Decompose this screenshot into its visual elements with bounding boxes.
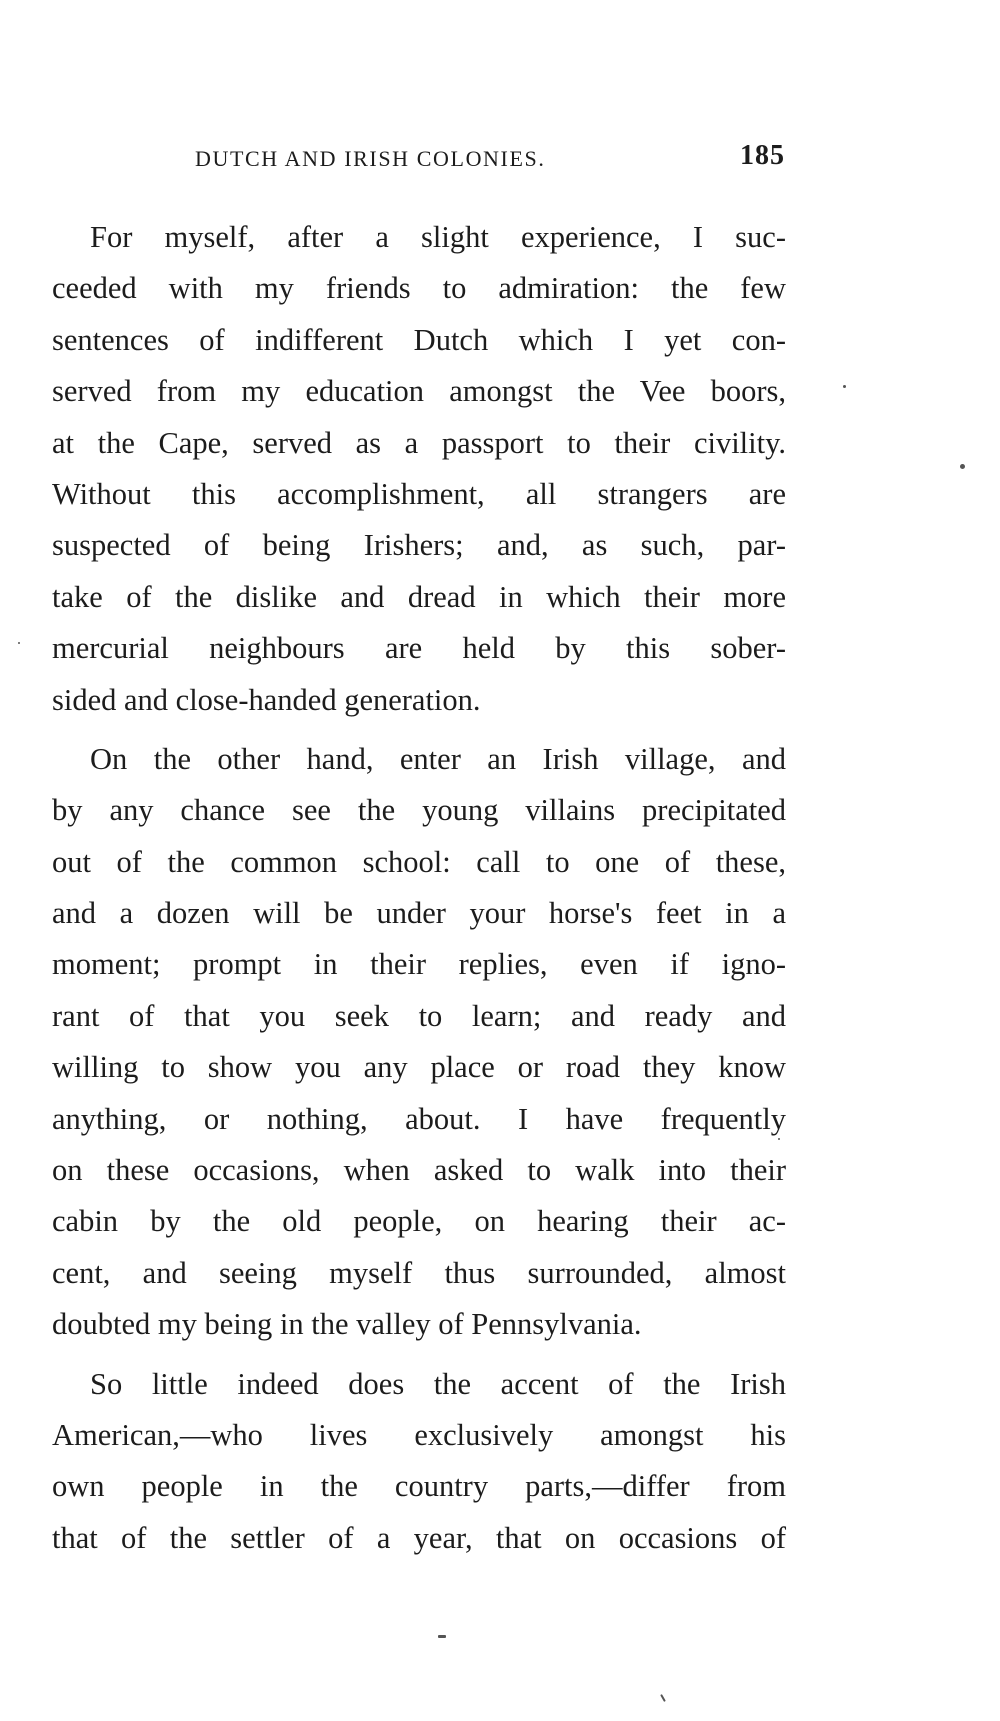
text-line: For myself, after a slight experience, I suc- xyxy=(90,220,786,254)
ink-speck xyxy=(660,1694,666,1702)
paragraph-gap xyxy=(52,1351,786,1359)
text-line: take of the dislike and dread in which their more xyxy=(52,579,786,614)
text-line: rant of that you seek to learn; and ready and xyxy=(52,998,786,1033)
body-text xyxy=(52,212,786,1564)
text-line: moment; prompt in their replies, even if igno- xyxy=(52,947,786,982)
text-line: by any chance see the young villains precipitated xyxy=(52,793,786,828)
running-head xyxy=(195,140,785,176)
ink-speck xyxy=(778,1138,780,1140)
ink-speck xyxy=(843,385,846,388)
text-line: and a dozen will be under your horse's feet in a xyxy=(52,896,786,931)
text-line: ceeded with my friends to admiration: the few xyxy=(52,271,786,306)
text-line: cent, and seeing myself thus surrounded, almost xyxy=(52,1255,786,1290)
text-line: on these occasions, when asked to walk into their xyxy=(52,1153,786,1188)
text-line: that of the settler of a year, that on occasions of xyxy=(52,1520,786,1555)
text-line: out of the common school: call to one of these, xyxy=(52,844,786,879)
text-line: American,—who lives exclusively amongst his xyxy=(52,1417,786,1452)
text-line: cabin by the old people, on hearing their ac- xyxy=(52,1204,786,1239)
paragraph-gap xyxy=(52,726,786,734)
text-line: So little indeed does the accent of the Irish xyxy=(90,1366,786,1401)
running-title: DUTCH AND IRISH COLONIES. xyxy=(195,146,546,171)
text-line: at the Cape, served as a passport to their civility. xyxy=(52,425,786,460)
text-line: suspected of being Irishers; and, as such, par- xyxy=(52,528,786,563)
text-line: sided and close-handed generation. xyxy=(52,682,481,717)
ink-speck xyxy=(960,464,965,469)
text-line: served from my education amongst the Vee boors, xyxy=(52,374,786,409)
text-line: On the other hand, enter an Irish village, and xyxy=(90,741,786,776)
ink-speck xyxy=(18,642,20,644)
paragraph-1 xyxy=(52,212,786,726)
text-line: sentences of indifferent Dutch which I yet con- xyxy=(52,322,786,357)
text-line: anything, or nothing, about. I have frequently xyxy=(52,1101,786,1136)
page-number: 185 xyxy=(740,140,785,171)
text-line: willing to show you any place or road they know xyxy=(52,1050,786,1085)
text-line: mercurial neighbours are held by this sober- xyxy=(52,631,786,666)
text-line: doubted my being in the valley of Pennsylvania. xyxy=(52,1307,642,1342)
text-line: Without this accomplishment, all strangers are xyxy=(52,476,786,511)
paragraph-2 xyxy=(52,734,786,1351)
paragraph-3 xyxy=(52,1359,786,1565)
ink-speck xyxy=(438,1635,446,1638)
text-line: own people in the country parts,—differ from xyxy=(52,1469,786,1504)
